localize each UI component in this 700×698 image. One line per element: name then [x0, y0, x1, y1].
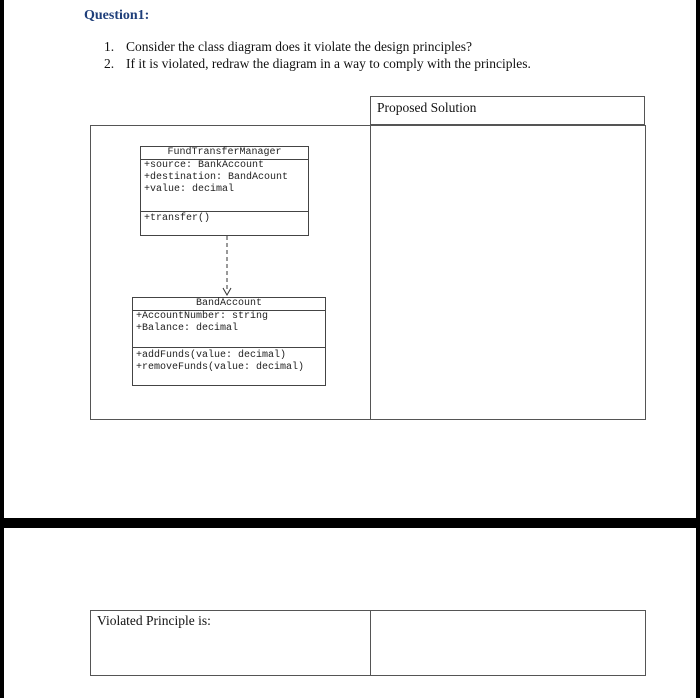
question-title: Question1:: [84, 8, 150, 23]
class-fund-transfer-manager: [140, 146, 309, 236]
attribute: +destination: BandAcount: [144, 172, 289, 183]
table-divider: [370, 611, 371, 675]
class-attributes: [133, 311, 325, 348]
attribute: +AccountNumber: string: [136, 311, 269, 322]
method: +addFunds(value: decimal): [136, 350, 287, 361]
class-attributes: [141, 160, 308, 212]
proposed-solution-header: Proposed Solution: [370, 96, 645, 125]
question-list: [104, 38, 531, 72]
class-name: BandAccount: [133, 298, 325, 311]
table-divider: [370, 126, 371, 419]
dependency-arrow: [222, 236, 232, 298]
class-methods: [141, 212, 308, 225]
attribute: +value: decimal: [144, 184, 235, 195]
attribute: +Balance: decimal: [136, 323, 239, 334]
violated-principle-table: [90, 610, 646, 676]
method: +transfer(): [144, 213, 211, 224]
class-methods: [133, 348, 325, 374]
attribute: +source: BankAccount: [144, 160, 265, 171]
question-item-2: 2. If it is violated, redraw the diagram in a way to comply with the principles.: [104, 56, 531, 71]
class-band-account: [132, 297, 326, 386]
violated-principle-label: Violated Principle is:: [97, 613, 211, 628]
question-item-1: 1. Consider the class diagram does it violate the design principles?: [104, 39, 473, 54]
method: +removeFunds(value: decimal): [136, 362, 305, 373]
class-name: FundTransferManager: [141, 147, 308, 160]
